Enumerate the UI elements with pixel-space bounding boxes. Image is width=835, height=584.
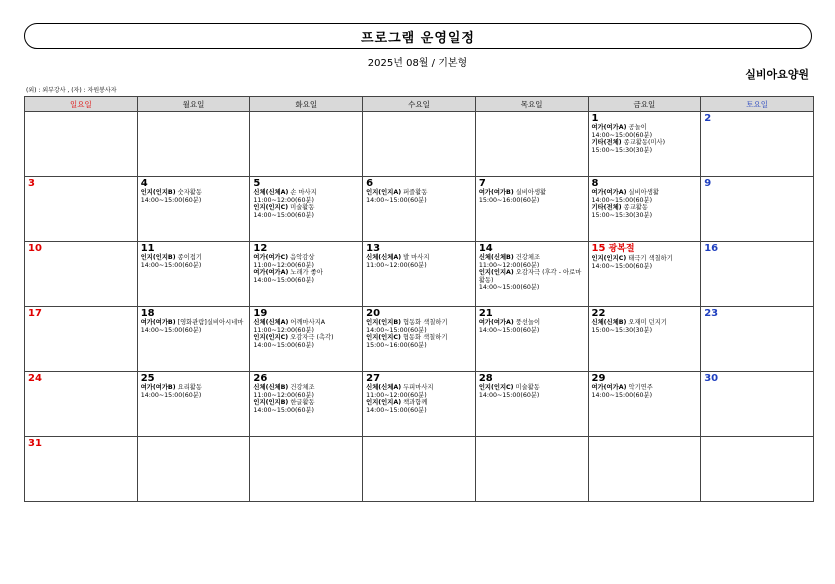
calendar-day-cell (363, 372, 476, 437)
day-number: 5 (253, 178, 261, 189)
event-category: 인지(인지C) (253, 204, 289, 212)
event-category: 신체(신체B) (591, 319, 627, 326)
event-time: 14:00~15:00(60분) (253, 276, 314, 284)
weekday-header-sunday: 일요일 (25, 97, 138, 112)
event-time: 15:00~15:30(30분) (591, 326, 653, 334)
calendar-day-cell (250, 307, 363, 372)
event-category: 여가(여가A) (478, 319, 514, 326)
day-number: 9 (704, 178, 712, 189)
calendar-day-cell (363, 437, 476, 502)
calendar-day-cell (701, 307, 814, 372)
calendar-day-cell (588, 307, 701, 372)
event-category: 신체(신체A) (253, 319, 289, 326)
event-name: [영화관람]실비아시네마 (177, 319, 244, 326)
event-category: 신체(신체A) (253, 189, 289, 196)
day-number: 18 (140, 308, 155, 319)
day-number-row (28, 373, 134, 384)
event-time: 15:00~15:30(30분) (591, 211, 653, 219)
event-category: 여가(여가B) (478, 189, 514, 196)
day-number: 4 (140, 178, 148, 189)
calendar-day-cell (363, 242, 476, 307)
event-time: 14:00~15:00(60분) (366, 406, 427, 414)
day-number: 28 (478, 373, 493, 384)
day-number: 8 (591, 178, 599, 189)
program-event (592, 124, 698, 132)
event-category: 여가(여가A) (591, 384, 627, 391)
program-event (592, 255, 698, 263)
event-time: 14:00~15:00(60분) (591, 196, 653, 204)
event-name: 악기연주 (628, 384, 653, 391)
calendar-day-cell (588, 112, 701, 177)
program-event (366, 384, 472, 392)
event-time: 14:00~15:00(60분) (591, 391, 653, 399)
calendar-day-cell (701, 112, 814, 177)
day-number-row (704, 113, 810, 124)
day-number: 30 (704, 373, 719, 384)
event-name: 미술활동 (290, 204, 315, 212)
event-time: 14:00~15:00(60분) (591, 262, 653, 270)
program-event (592, 384, 698, 392)
organization-name: 실비아요양원 (745, 68, 809, 81)
program-event (592, 204, 698, 212)
calendar-day-cell (588, 437, 701, 502)
event-time: 11:00~12:00(60분) (253, 391, 314, 399)
program-event (141, 384, 247, 392)
calendar-day-cell (475, 177, 588, 242)
event-name: 태극기 색칠하기 (628, 255, 673, 262)
day-number-row (253, 373, 359, 384)
program-event (366, 319, 472, 327)
calendar-table (24, 96, 814, 502)
program-event (253, 384, 359, 392)
day-number-row (28, 308, 134, 319)
calendar-week-row (25, 177, 814, 242)
event-name: 두피마사지 (403, 384, 434, 391)
program-event (479, 319, 585, 327)
event-name: 오감자극 (후각 - 아로마 활동) (478, 269, 582, 284)
program-event (366, 399, 472, 407)
day-number: 10 (28, 243, 42, 254)
calendar-day-cell (25, 177, 138, 242)
weekday-header-monday: 월요일 (137, 97, 250, 112)
calendar-day-cell (701, 437, 814, 502)
event-time: 11:00~12:00(60분) (366, 261, 427, 269)
program-event (141, 254, 247, 262)
calendar-day-cell (588, 372, 701, 437)
program-event (366, 189, 472, 197)
event-category: 신체(신체B) (253, 384, 289, 391)
calendar-day-cell (25, 112, 138, 177)
day-number: 19 (253, 308, 268, 319)
event-time: 14:00~15:00(60분) (366, 326, 427, 334)
day-number: 26 (253, 373, 268, 384)
day-number: 25 (140, 373, 155, 384)
day-number-row (479, 178, 585, 189)
program-event (253, 269, 359, 277)
event-category: 여가(여가B) (140, 384, 176, 391)
event-name: 숫자활동 (177, 189, 202, 196)
day-number: 15 (591, 243, 606, 254)
weekday-header-friday: 금요일 (588, 97, 701, 112)
event-category: 신체(신체A) (366, 254, 402, 261)
event-category: 신체(신체B) (478, 254, 514, 261)
event-category: 인지(인지C) (478, 384, 514, 391)
program-event (479, 189, 585, 197)
event-time: 11:00~12:00(60분) (478, 261, 540, 269)
weekday-header-row (25, 97, 814, 112)
weekday-header-saturday: 토요일 (701, 97, 814, 112)
day-number: 23 (704, 308, 719, 319)
page-subtitle: 2025년 08월 / 기본형 (367, 58, 468, 69)
event-time: 15:00~16:00(60분) (366, 341, 427, 349)
day-number-row (141, 178, 247, 189)
calendar-week-row (25, 437, 814, 502)
event-name: 퍼즐활동 (403, 189, 428, 196)
day-number-row (253, 308, 359, 319)
event-time: 15:00~15:30(30분) (591, 146, 653, 154)
weekday-header-wednesday: 수요일 (363, 97, 476, 112)
calendar-day-cell (137, 307, 250, 372)
event-name: 공놀이 (628, 124, 647, 131)
event-name: 건강체조 (515, 254, 541, 261)
event-category: 신체(신체A) (366, 384, 402, 391)
event-time: 11:00~12:00(60분) (253, 196, 314, 204)
event-time: 14:00~15:00(60분) (140, 261, 202, 269)
event-time: 14:00~15:00(60분) (478, 391, 540, 399)
day-number: 12 (253, 243, 268, 254)
day-number: 6 (366, 178, 374, 189)
day-number-row (592, 113, 698, 124)
event-category: 인지(인지B) (140, 189, 176, 196)
event-name: 노래가 좋아 (290, 269, 323, 277)
program-event (479, 254, 585, 262)
day-number-row (141, 243, 247, 254)
event-name: 책과함께 (403, 399, 428, 407)
day-number: 3 (28, 178, 35, 189)
calendar-day-cell (588, 177, 701, 242)
day-number: 24 (28, 373, 42, 384)
day-number-row (366, 308, 472, 319)
holiday-name: 광복절 (608, 244, 635, 254)
day-number-row (479, 373, 585, 384)
program-event (366, 334, 472, 342)
day-number-row (366, 243, 472, 254)
day-number-row (479, 243, 585, 254)
day-number: 7 (478, 178, 486, 189)
day-number: 22 (591, 308, 606, 319)
day-number-row (704, 308, 810, 319)
program-event (253, 334, 359, 342)
event-name: 미술활동 (515, 384, 540, 391)
program-event (141, 189, 247, 197)
calendar-day-cell (25, 372, 138, 437)
program-event (141, 319, 247, 327)
event-time: 14:00~15:00(60분) (366, 196, 427, 204)
day-number: 11 (140, 243, 155, 254)
event-category: 여가(여가A) (591, 189, 627, 196)
event-category: 인지(인지B) (140, 254, 176, 261)
program-event (592, 319, 698, 327)
event-name: 실비아생활 (628, 189, 659, 196)
calendar-week-row (25, 242, 814, 307)
day-number-row (592, 373, 698, 384)
calendar-day-cell (701, 372, 814, 437)
event-category: 인지(인지C) (366, 334, 401, 342)
day-number: 17 (28, 308, 42, 319)
program-event (479, 384, 585, 392)
day-number-row (704, 243, 810, 254)
event-name: 협동화 색칠하기 (402, 334, 448, 342)
event-time: 14:00~15:00(60분) (140, 196, 202, 204)
event-time: 14:00~15:00(60분) (253, 406, 314, 414)
calendar-week-row (25, 307, 814, 372)
day-number-row (366, 178, 472, 189)
day-number: 27 (366, 373, 381, 384)
calendar-day-cell (25, 242, 138, 307)
program-event (253, 319, 359, 327)
event-time: 14:00~15:00(60분) (478, 284, 540, 292)
day-number-row (141, 308, 247, 319)
calendar-day-cell (25, 437, 138, 502)
calendar-day-cell (701, 177, 814, 242)
calendar-day-cell (475, 242, 588, 307)
event-time: 14:00~15:00(60분) (591, 131, 653, 139)
calendar-day-cell (250, 437, 363, 502)
event-category: 인지(인지A) (478, 269, 514, 277)
calendar-day-cell (25, 307, 138, 372)
calendar-day-cell (250, 242, 363, 307)
event-category: 인지(인지A) (366, 399, 402, 407)
calendar-day-cell (137, 437, 250, 502)
event-name: 협동화 색칠하기 (403, 319, 448, 326)
day-number: 14 (478, 243, 493, 254)
calendar-day-cell (137, 112, 250, 177)
weekday-header-tuesday: 화요일 (250, 97, 363, 112)
event-name: 종이접기 (177, 254, 202, 261)
day-number-row (141, 373, 247, 384)
day-number-row (704, 178, 810, 189)
day-number: 1 (591, 113, 599, 124)
program-event (253, 254, 359, 262)
calendar-day-cell (250, 112, 363, 177)
day-number: 21 (478, 308, 493, 319)
calendar-day-cell (137, 177, 250, 242)
day-number: 16 (704, 243, 719, 254)
page-title: 프로그램 운영일정 (24, 23, 812, 49)
event-time: 14:00~15:00(60분) (478, 326, 540, 334)
event-category: 기타(전체) (591, 139, 622, 147)
event-name: 어깨마사지A (290, 319, 326, 326)
calendar-day-cell (363, 112, 476, 177)
event-category: 인지(인지C) (253, 334, 289, 342)
event-name: 한글활동 (290, 399, 315, 407)
day-number-row (28, 438, 134, 449)
event-category: 인지(인지A) (366, 189, 402, 196)
event-category: 여가(여가A) (253, 269, 289, 277)
event-name: 종교활동(미사) (623, 139, 666, 147)
event-name: 오재미 던지기 (628, 319, 667, 326)
program-event (253, 399, 359, 407)
event-time: 14:00~15:00(60분) (253, 211, 314, 219)
day-number-row (479, 308, 585, 319)
day-number: 31 (28, 438, 42, 449)
event-category: 인지(인지C) (591, 255, 627, 262)
day-number: 2 (704, 113, 712, 124)
day-number-row (592, 308, 698, 319)
calendar-day-cell (363, 307, 476, 372)
weekday-header-thursday: 목요일 (475, 97, 588, 112)
calendar-day-cell (475, 372, 588, 437)
event-time: 11:00~12:00(60분) (366, 391, 427, 399)
event-name: 음악감상 (290, 254, 315, 261)
day-number: 20 (366, 308, 381, 319)
calendar-week-row (25, 372, 814, 437)
event-name: 발 마사지 (403, 254, 430, 261)
event-name: 건강체조 (290, 384, 315, 391)
day-number-row (704, 373, 810, 384)
calendar-day-cell (475, 437, 588, 502)
calendar-day-cell (475, 112, 588, 177)
event-time: 11:00~12:00(60분) (253, 326, 314, 334)
event-category: 기타(전체) (591, 204, 622, 212)
calendar-week-row (25, 112, 814, 177)
calendar-day-cell (363, 177, 476, 242)
day-number-row (28, 178, 134, 189)
day-number-row (253, 243, 359, 254)
day-number-row (592, 178, 698, 189)
event-category: 여가(여가B) (140, 319, 176, 326)
calendar-day-cell (588, 242, 701, 307)
program-event (253, 204, 359, 212)
event-category: 인지(인지B) (253, 399, 289, 407)
legend-note: (외) : 외부강사 , (자) : 자원봉사자 (26, 87, 117, 94)
event-time: 14:00~15:00(60분) (140, 326, 202, 334)
event-name: 오감자극 (촉각) (290, 334, 334, 342)
calendar-day-cell (137, 242, 250, 307)
event-category: 인지(인지B) (366, 319, 401, 326)
calendar-day-cell (250, 177, 363, 242)
program-event (592, 189, 698, 197)
event-category: 여가(여가C) (253, 254, 289, 261)
event-time: 15:00~16:00(60분) (478, 196, 540, 204)
event-name: 실비아생활 (515, 189, 547, 196)
day-number: 13 (366, 243, 381, 254)
program-event (253, 189, 359, 197)
day-number-row (253, 178, 359, 189)
event-category: 여가(여가A) (591, 124, 627, 131)
calendar-day-cell (701, 242, 814, 307)
event-time: 11:00~12:00(60분) (253, 261, 314, 269)
event-name: 풍선놀이 (515, 319, 541, 326)
event-name: 종교활동 (623, 204, 648, 212)
program-event (366, 254, 472, 262)
day-number-row (592, 243, 698, 255)
program-event (592, 139, 698, 147)
event-name: 요리활동 (177, 384, 202, 391)
event-time: 14:00~15:00(60분) (140, 391, 202, 399)
event-name: 손 마사지 (290, 189, 317, 196)
event-time: 14:00~15:00(60분) (253, 341, 314, 349)
day-number: 29 (591, 373, 606, 384)
calendar-day-cell (137, 372, 250, 437)
program-event (479, 269, 585, 284)
calendar-day-cell (250, 372, 363, 437)
day-number-row (28, 243, 134, 254)
day-number-row (366, 373, 472, 384)
calendar-day-cell (475, 307, 588, 372)
